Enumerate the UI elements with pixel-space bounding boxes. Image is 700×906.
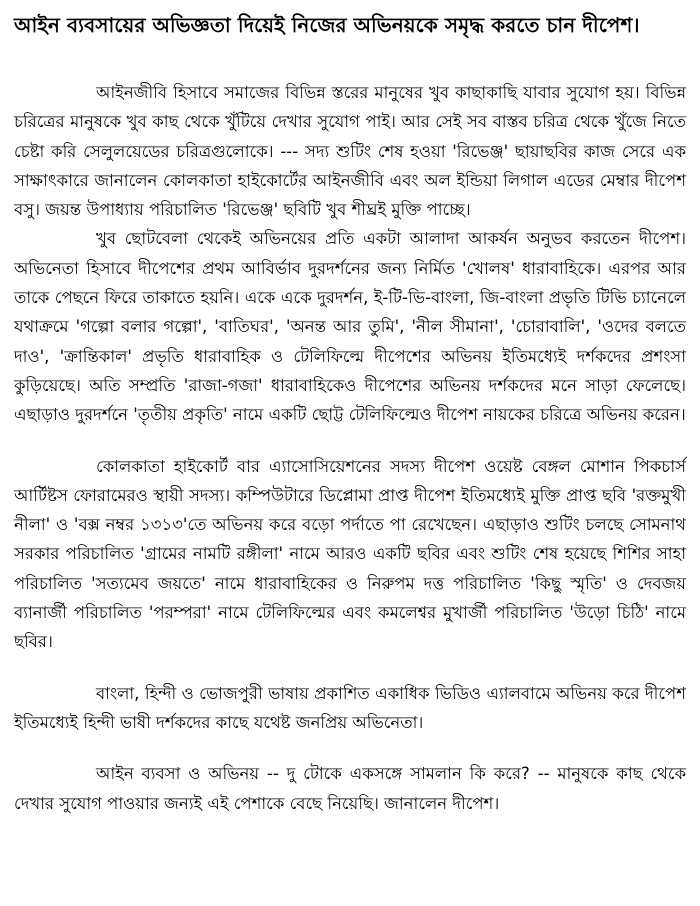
paragraph-video-albums: বাংলা, হিন্দী ও ভোজপুরী ভাষায় প্রকাশিত একাধিক ভিডিও এ্যালবামে অভিনয় করে দীপেশ ইতিমধ্যেই হিন্দী ভাষী দর্শকদের কাছে যথেষ্ট জনপ্রিয় অভিনেতা। bbox=[14, 683, 686, 732]
paragraph-intro-quote: আইনজীবি হিসাবে সমাজের বিভিন্ন স্তরের মানুষের খুব কাছাকাছি যাবার সুযোগ হয়। বিভিন্ন চরিত্রের মানুষকে খুব কাছ থেকে খুঁটিয়ে দেখার সুযোগ পাই। আর সেই সব বাস্তব চরিত্র থেকে খুঁজে নিতে চেষ্টা করি সেলুলয়েডের চরিত্রগুলোকে। --- সদ্য শুটিং শেষ হওয়া 'রিভেঞ্জ' ছায়াছবির কাজ সেরে এক সাক্ষাৎকারে জানালেন কোলকাতা হাইকোর্টের আইনজীবি এবং অল ইন্ডিয়া লিগাল এডের মেম্বার দীপেশ বসু। জয়ন্ত উপাধ্যায় পরিচালিত 'রিভেঞ্জ' ছবিটি খুব শীঘ্রই মুক্তি পাচ্ছে। bbox=[14, 83, 686, 220]
paragraph-memberships-films: কোলকাতা হাইকোর্ট বার এ্যাসোসিয়েশনের সদস্য দীপেশ ওয়েষ্ট বেঙ্গল মোশান পিকচার্স আর্টিষ্টস ফোরামেরও স্থায়ী সদস্য। কম্পিউটারে ডিপ্লোমা প্রাপ্ত দীপেশ ইতিমধ্যেই মুক্তি প্রাপ্ত ছবি 'রক্তমুখী নীলা' ও 'বক্স নম্বর ১৩১৩'তে অভিনয় করে বড়ো পর্দাতে পা রেখেছেন। এছাড়াও শুটিং চলছে সোমনাথ সরকার পরিচালিত 'গ্রামের নামটি রঙ্গীলা' নামে আরও একটি ছবির এবং শুটিং শেষ হয়েছে শিশির সাহা পরিচালিত 'সত্যমেব জয়তে' নামে ধারাবাহিকের ও নিরুপম দত্ত পরিচালিত 'কিছু স্মৃতি' ও দেবজয় ব্যানার্জী পরিচালিত 'পরম্পরা' নামে টেলিফিল্মের এবং কমলেশ্বর মুখার্জী পরিচালিত 'উড়ো চিঠি' নামে ছবির। bbox=[14, 456, 686, 652]
paragraph-closing-quote: আইন ব্যবসা ও অভিনয় -- দু টোকে একসঙ্গে সামলান কি করে? -- মানুষকে কাছ থেকে দেখার সুযোগ পাওয়ার জন্যই এই পেশাকে বেছে নিয়েছি। জানালেন দীপেশ। bbox=[14, 764, 686, 813]
news-article bbox=[14, 10, 686, 818]
paragraph-acting-career: খুব ছোটবেলা থেকেই অভিনয়ের প্রতি একটা আলাদা আকর্ষন অনুভব করতেন দীপেশ। অভিনেতা হিসাবে দীপেশের প্রথম আবির্ভাব দুরদর্শনের জন্য নির্মিত 'খোলষ' ধারাবাহিকে। এরপর আর তাকে পেছনে ফিরে তাকাতে হয়নি। একে একে দুরদর্শন, ই-টি-ভি-বাংলা, জি-বাংলা প্রভৃতি টিভি চ্যানেলে যথাক্রমে 'গল্পো বলার গল্পো', 'বাতিঘর', 'অনন্ত আর তুমি', 'নীল সীমানা', 'চোরাবালি', 'ওদের বলতে দাও', 'ক্রান্তিকাল' প্রভৃতি ধারাবাহিক ও টেলিফিল্মে দীপেশের অভিনয় ইতিমধ্যেই দর্শকদের প্রশংসা কুড়িয়েছে। অতি সম্প্রতি 'রাজা-গজা' ধারাবাহিকেও দীপেশের অভিনয় দর্শকদের মনে সাড়া ফেলেছে। এছাড়াও দুরদর্শনে 'তৃতীয় প্রকৃতি' নামে একটি ছোট্ট টেলিফিল্মেও দীপেশ নায়কের চরিত্রে অভিনয় করেন। bbox=[14, 229, 686, 425]
article-headline: আইন ব্যবসায়ের অভিজ্ঞতা দিয়েই নিজের অভিনয়কে সমৃদ্ধ করতে চান দীপেশ। bbox=[14, 13, 640, 37]
